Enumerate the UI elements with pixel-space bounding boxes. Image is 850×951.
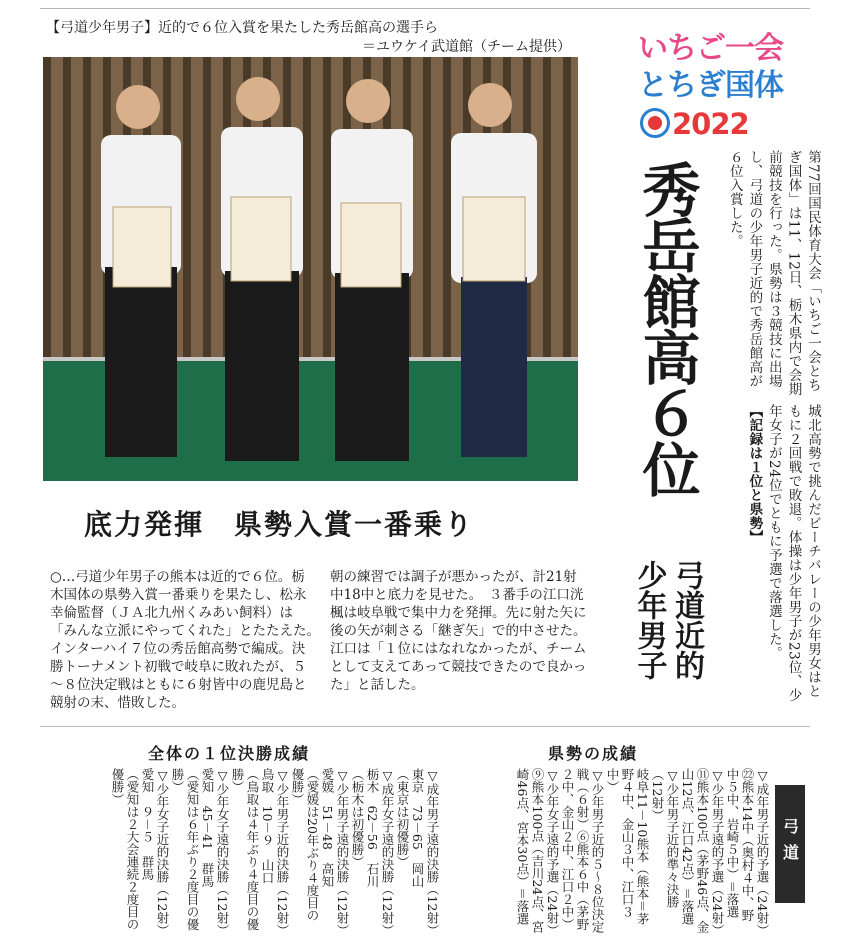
result-line: 鳥取 10－９ 山口 bbox=[260, 768, 275, 884]
second-article bbox=[712, 404, 822, 704]
result-line: 岐阜11－10熊本（熊本＝茅野４中、金山３中、江口３中） bbox=[605, 768, 650, 925]
result-line: ▽成年女子遠的決勝（12射） bbox=[380, 768, 395, 937]
logo-line1: いちご一会 bbox=[638, 31, 783, 66]
logo-line3: 2022 bbox=[672, 107, 749, 141]
top-rule bbox=[40, 8, 810, 9]
result-line: （鳥取は４年ぶり４度目の優勝） bbox=[230, 768, 260, 931]
body-text-left: ○…弓道少年男子の熊本は近的で６位。栃木国体の県勢入賞一番乗りを果たし、松永幸倫監督（ＪＡ北九州くみあい飼料）は「みんな立派にやってくれた」とたたえた。 インターハイ７位の秀岳館高勢で編成。決勝トーナメント初戦で岐阜に敗れたが、５～８位決定戦はともに６射皆中の鹿児島と競射の末、惜敗した。 bbox=[50, 569, 327, 711]
headline: 秀岳館高６位 bbox=[632, 160, 701, 496]
result-line: ▽少年男子遠的決勝（12射） bbox=[335, 768, 350, 937]
lead-paragraph: 第77回国民体育大会「いちご一会とちぎ国体」は11、12日、栃木県内で会期前競技を行った。県勢は３競技に出場し、弓道の少年男子近的で秀岳館高が６位入賞した。 bbox=[726, 150, 821, 397]
result-line: ▽少年男子近的決勝（12射） bbox=[275, 768, 290, 937]
result-line: （東京は初優勝） bbox=[395, 768, 410, 868]
second-paragraph: 城北高勢で挑んだビーチバレーの少年男女はともに２回戦で敗退。体操は少年男子が23位、少年女子が24位でともに予選で落選した。 bbox=[765, 404, 821, 703]
result-line: 愛知 45－41 群馬 bbox=[200, 768, 215, 888]
team-photo-illustration bbox=[43, 57, 578, 481]
records-note: 【記録は１位と県勢】 bbox=[746, 404, 763, 544]
body-text-mid: 朝の練習では調子が悪かったが、計21射中18中と底力を見せた。 ３番手の江口洸楓は岐阜戦で集中力を発揮。先に射た矢に後の矢が刺さる「継ぎ矢」で的中させた。江口は「１位にはなれなかったが、チームとして支えてあって競技できたので良かった」と話した。 bbox=[330, 569, 587, 693]
result-line: （愛媛は20年ぶり４度目の優勝） bbox=[290, 768, 320, 922]
result-line: 東京 73－65 岡山 bbox=[410, 768, 425, 888]
result-line: ㉒熊本14中（奥村４中、野中５中、岩崎５中）＝落選 bbox=[725, 768, 755, 922]
result-line: ⑪熊本100点（茅野46点、金山12点、江口42点）＝落選 bbox=[680, 768, 710, 933]
result-line: 愛媛 51－48 高知 bbox=[320, 768, 335, 888]
result-line: ▽成年男子近的予選（24射） bbox=[755, 768, 770, 937]
result-line: ▽少年女子近的決勝（12射） bbox=[155, 768, 170, 937]
result-line: ▽少年女子遠的決勝（12射） bbox=[215, 768, 230, 937]
team-photo bbox=[43, 57, 578, 481]
category-tag: 弓道 bbox=[775, 785, 805, 903]
banner-headline: 底力発揮 県勢入賞一番乗り bbox=[84, 508, 475, 541]
overall-results bbox=[40, 768, 440, 937]
subheadline: 弓道近的 少年男子 bbox=[631, 560, 704, 680]
result-line: （愛知は６年ぶり２度目の優勝） bbox=[170, 768, 200, 931]
overall-results-title: 全体の１位決勝成績 bbox=[148, 744, 311, 763]
result-line: ⑨熊本100点（吉川24点、宮崎46点、宮本30点）＝落選 bbox=[515, 768, 545, 933]
result-line: （愛知は２大会連続２度目の優勝） bbox=[110, 768, 140, 931]
prefecture-results-title: 県勢の成績 bbox=[548, 744, 639, 763]
section-divider bbox=[40, 726, 810, 727]
result-line: ▽少年男子近的５～８位決定戦（６射）⑥熊本６中（茅野２中、金山２中、江口２中） bbox=[560, 768, 605, 933]
photo-caption-line1: 【弓道少年男子】近的で６位入賞を果たした秀岳館高の選手ら bbox=[46, 20, 438, 36]
result-line: ▽少年女子遠的予選（24射） bbox=[545, 768, 560, 937]
lead-article bbox=[712, 150, 822, 400]
strawberry-mascot-icon bbox=[640, 108, 670, 138]
logo-line2: とちぎ国体 bbox=[638, 68, 783, 103]
result-line: 栃木 62－56 石川 bbox=[365, 768, 380, 888]
result-line: ▽少年男子近的準々決勝（12射） bbox=[650, 768, 680, 908]
photo-caption-line2: ＝ユウケイ武道館（チーム提供） bbox=[362, 39, 572, 55]
result-line: （栃木は初優勝） bbox=[350, 768, 365, 868]
result-line: 愛知 ９－５ 群馬 bbox=[140, 768, 155, 881]
prefecture-results bbox=[468, 768, 770, 937]
kokutai-logo bbox=[630, 24, 783, 146]
result-line: ▽少年男子遠的予選（24射） bbox=[710, 768, 725, 937]
result-line: ▽成年男子遠的決勝（12射） bbox=[425, 768, 440, 937]
